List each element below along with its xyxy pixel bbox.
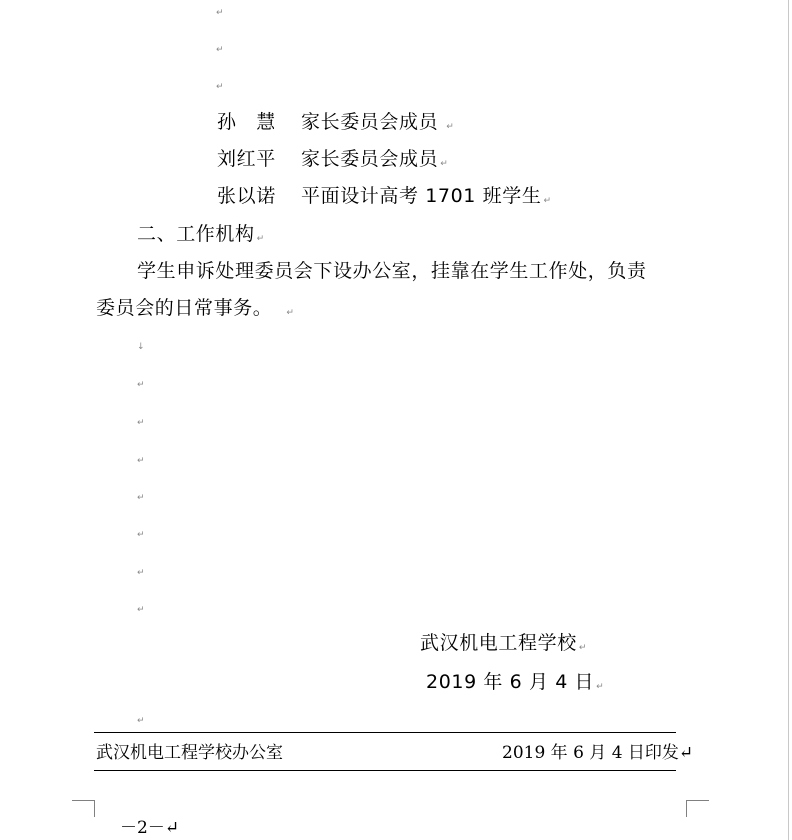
member-role: 家长委员会成员: [301, 148, 439, 170]
section-heading-text: 二、工作机构: [137, 223, 255, 245]
margin-corner-mark-right: [686, 800, 709, 817]
paragraph-mark: ↵: [137, 530, 145, 540]
page-right-edge: [788, 0, 789, 840]
member-line: [217, 110, 454, 139]
body-paragraph-line-1: [137, 259, 647, 283]
paragraph-mark: ↵: [216, 82, 224, 92]
member-name: 刘红平: [217, 148, 276, 170]
signature-organization: [420, 631, 587, 660]
footer-bottom-rule: [94, 770, 676, 771]
paragraph-mark: ↵: [137, 716, 145, 726]
page-number: [120, 818, 179, 838]
signature-date-text: 2019 年 6 月 4 日: [426, 671, 595, 693]
paragraph-mark: ↵: [446, 122, 455, 132]
paragraph-mark: ↵: [137, 568, 145, 578]
body-text: 学生申诉处理委员会下设办公室，挂靠在学生工作处，负责: [137, 260, 647, 282]
paragraph-mark: ↵: [256, 234, 265, 244]
paragraph-mark: ↵: [578, 643, 587, 653]
paragraph-mark: ↵: [137, 418, 145, 428]
paragraph-mark: ↵: [137, 493, 145, 503]
paragraph-mark: ↵: [678, 743, 694, 763]
signature-date: [426, 670, 604, 699]
member-role: 平面设计高考 1701 班学生: [301, 185, 542, 207]
footer-top-rule: [94, 732, 676, 733]
paragraph-mark: ↵: [216, 8, 224, 18]
member-line: [217, 147, 448, 176]
paragraph-mark: ↵: [137, 605, 145, 615]
footer-issuer-text: 武汉机电工程学校办公室: [96, 743, 283, 763]
paragraph-mark: ↵: [137, 380, 145, 390]
signature-organization-text: 武汉机电工程学校: [420, 632, 577, 654]
margin-corner-mark-left: [72, 800, 95, 817]
paragraph-mark: ↵: [440, 159, 449, 169]
page-number-text: －2－: [120, 818, 165, 838]
footer-issue-date: [502, 742, 693, 764]
paragraph-mark: ↵: [216, 45, 224, 55]
member-name: 孙 慧: [217, 111, 276, 133]
footer-issuer: [96, 742, 283, 764]
member-role: 家长委员会成员: [301, 111, 439, 133]
member-line: [217, 184, 552, 213]
paragraph-mark: ↵: [596, 682, 605, 692]
footer-issue-date-text: 2019 年 6 月 4 日印发: [502, 743, 679, 763]
section-heading: [137, 222, 265, 251]
paragraph-mark: ↵: [164, 818, 180, 838]
paragraph-mark: ↵: [286, 308, 295, 318]
body-text: 委员会的日常事务。: [96, 297, 273, 319]
paragraph-mark: ↵: [543, 196, 552, 206]
line-break-mark: ↓: [137, 342, 145, 352]
body-paragraph-line-2: [96, 296, 295, 325]
paragraph-mark: ↵: [137, 456, 145, 466]
member-name: 张以诺: [217, 185, 276, 207]
